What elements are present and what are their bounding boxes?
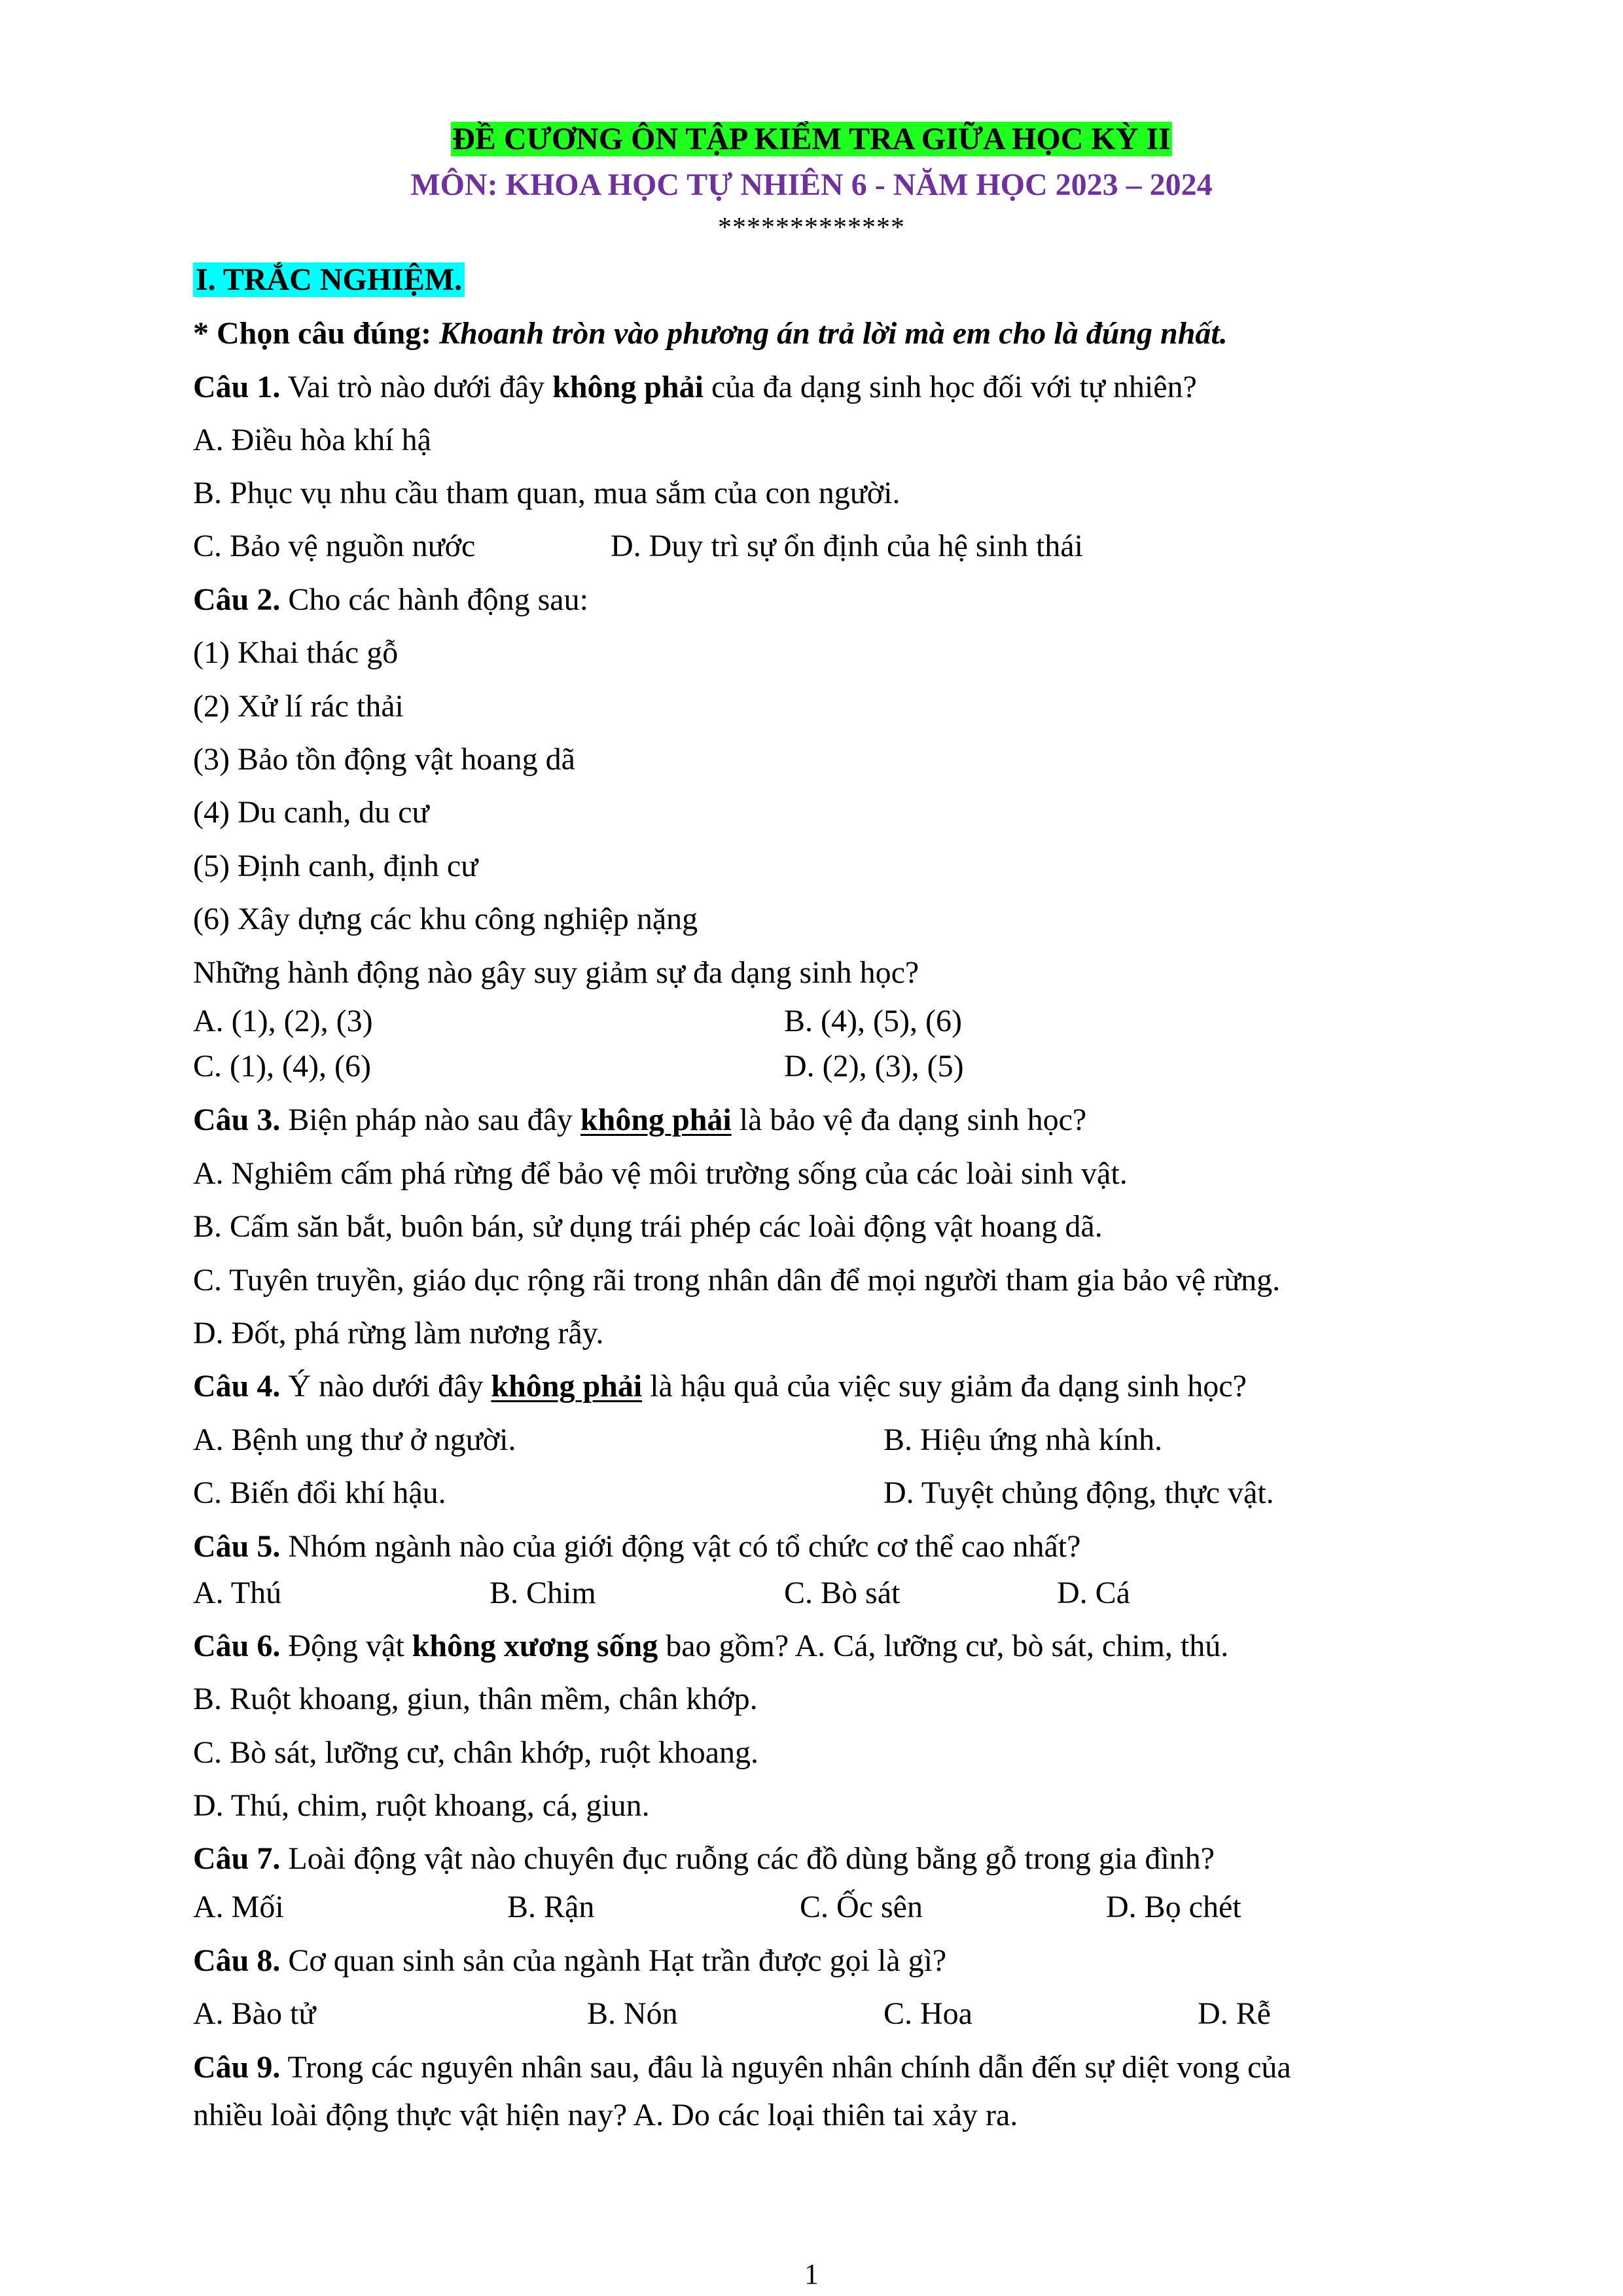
question-text: Loài động vật nào chuyên đục ruỗng các đồ dùng bằng gỗ trong gia đình?	[280, 1841, 1215, 1876]
section-heading	[193, 260, 465, 300]
question-1	[193, 368, 1197, 407]
q5-option-d: D. Cá	[1057, 1576, 1130, 1610]
question-6	[193, 1627, 1228, 1666]
question-text: là bảo vệ đa dạng sinh học?	[731, 1103, 1087, 1137]
question-3	[193, 1101, 1086, 1140]
instruction-text: Khoanh tròn vào phương án trả lời mà em cho là đúng nhất.	[439, 316, 1228, 351]
q4-option-c: C. Biến đổi khí hậu.	[193, 1475, 446, 1510]
q1-option-a: A. Điều hòa khí hậ	[193, 423, 431, 457]
q2-option-c: C. (1), (4), (6)	[193, 1049, 371, 1084]
question-text: Vai trò nào dưới đây	[280, 370, 553, 404]
q3-option-c: C. Tuyên truyền, giáo dục rộng rãi trong nhân dân để mọi người tham gia bảo vệ rừng.	[193, 1263, 1281, 1298]
question-8	[193, 1941, 946, 1981]
q4-option-a: A. Bệnh ung thư ở người.	[193, 1422, 516, 1457]
instruction-lead: * Chọn câu đúng:	[193, 316, 440, 351]
page-number: 1	[804, 2258, 819, 2290]
question-label: Câu 5.	[193, 1529, 281, 1564]
question-emphasis: không xương sống	[412, 1629, 658, 1663]
question-text: Cho các hành động sau:	[280, 582, 588, 617]
section-heading-text: I. TRẮC NGHIỆM.	[193, 262, 465, 297]
q6-option-b: B. Ruột khoang, giun, thân mềm, chân khớp.	[193, 1682, 758, 1716]
q3-option-d: D. Đốt, phá rừng làm nương rẫy.	[193, 1316, 604, 1351]
q2-item-6: (6) Xây dựng các khu công nghiệp nặng	[193, 902, 698, 936]
title-stars-divider: *************	[718, 213, 905, 243]
q2-question: Những hành động nào gây suy giảm sự đa dạng sinh học?	[193, 955, 919, 990]
q3-option-b: B. Cấm săn bắt, buôn bán, sử dụng trái phép các loài động vật hoang dã.	[193, 1209, 1103, 1244]
question-text: Trong các nguyên nhân sau, đâu là nguyên nhân chính dẫn đến sự diệt vong của	[280, 2050, 1291, 2085]
q5-option-c: C. Bò sát	[784, 1576, 901, 1610]
question-label: Câu 7.	[193, 1841, 281, 1876]
question-text: Ý nào dưới đây	[280, 1369, 491, 1404]
question-5	[193, 1527, 1080, 1566]
instruction-line	[193, 314, 1228, 353]
q2-item-1: (1) Khai thác gỗ	[193, 635, 399, 670]
question-emphasis: không phải	[491, 1369, 643, 1404]
question-label: Câu 8.	[193, 1943, 281, 1978]
q1-option-c: C. Bảo vệ nguồn nước	[193, 529, 476, 563]
q1-option-b: B. Phục vụ nhu cầu tham quan, mua sắm của con người.	[193, 476, 901, 510]
question-emphasis: không phải	[580, 1103, 732, 1137]
question-label: Câu 1.	[193, 370, 281, 404]
question-text: Động vật	[280, 1629, 412, 1663]
q2-item-5: (5) Định canh, định cư	[193, 849, 478, 883]
q6-option-d: D. Thú, chim, ruột khoang, cá, giun.	[193, 1788, 650, 1823]
q4-option-d: D. Tuyệt chủng động, thực vật.	[883, 1475, 1274, 1510]
q4-option-b: B. Hiệu ứng nhà kính.	[883, 1422, 1162, 1457]
question-text: Nhóm ngành nào của giới động vật có tổ chức cơ thể cao nhất?	[280, 1529, 1081, 1564]
question-2	[193, 580, 588, 620]
question-7	[193, 1839, 1215, 1879]
q2-option-b: B. (4), (5), (6)	[784, 1004, 962, 1038]
question-text: Biện pháp nào sau đây	[280, 1103, 580, 1137]
document-title	[0, 120, 1623, 159]
q8-option-b: B. Nón	[587, 1996, 678, 2031]
q7-option-d: D. Bọ chét	[1106, 1890, 1241, 1924]
q2-item-4: (4) Du canh, du cư	[193, 795, 429, 830]
q2-option-d: D. (2), (3), (5)	[784, 1049, 964, 1084]
document-title-text: ĐỀ CƯƠNG ÔN TẬP KIỂM TRA GIỮA HỌC KỲ II	[452, 122, 1171, 156]
q8-option-d: D. Rễ	[1198, 1996, 1271, 2031]
q5-option-a: A. Thú	[193, 1576, 282, 1610]
q1-option-d: D. Duy trì sự ổn định của hệ sinh thái	[611, 529, 1083, 563]
q5-option-b: B. Chim	[490, 1576, 596, 1610]
question-emphasis: không phải	[552, 370, 704, 404]
question-label: Câu 9.	[193, 2050, 281, 2085]
q8-option-a: A. Bào tử	[193, 1996, 316, 2031]
question-9	[193, 2048, 1291, 2087]
q8-option-c: C. Hoa	[883, 1996, 972, 2031]
question-label: Câu 2.	[193, 582, 281, 617]
q2-option-a: A. (1), (2), (3)	[193, 1004, 373, 1038]
question-text: của đa dạng sinh học đối với tự nhiên?	[703, 370, 1197, 404]
document-subtitle: MÔN: KHOA HỌC TỰ NHIÊN 6 - NĂM HỌC 2023 – 2024	[410, 168, 1213, 202]
q7-option-c: C. Ốc sên	[800, 1890, 923, 1924]
q7-option-b: B. Rận	[507, 1890, 595, 1924]
question-text: bao gồm? A. Cá, lưỡng cư, bò sát, chim, thú.	[658, 1629, 1229, 1663]
question-text: là hậu quả của việc suy giảm đa dạng sinh học?	[642, 1369, 1247, 1404]
question-4	[193, 1367, 1247, 1406]
question-label: Câu 3.	[193, 1103, 281, 1137]
question-label: Câu 4.	[193, 1369, 281, 1404]
q2-item-3: (3) Bảo tồn động vật hoang dã	[193, 742, 575, 777]
question-9-continued: nhiều loài động thực vật hiện nay? A. Do các loại thiên tai xảy ra.	[193, 2098, 1018, 2132]
question-text: Cơ quan sinh sản của ngành Hạt trần được gọi là gì?	[280, 1943, 947, 1978]
q6-option-c: C. Bò sát, lưỡng cư, chân khớp, ruột khoang.	[193, 1735, 759, 1770]
q2-item-2: (2) Xử lí rác thải	[193, 689, 404, 724]
q7-option-a: A. Mối	[193, 1890, 284, 1924]
q3-option-a: A. Nghiêm cấm phá rừng để bảo vệ môi trường sống của các loài sinh vật.	[193, 1156, 1128, 1191]
question-label: Câu 6.	[193, 1629, 281, 1663]
